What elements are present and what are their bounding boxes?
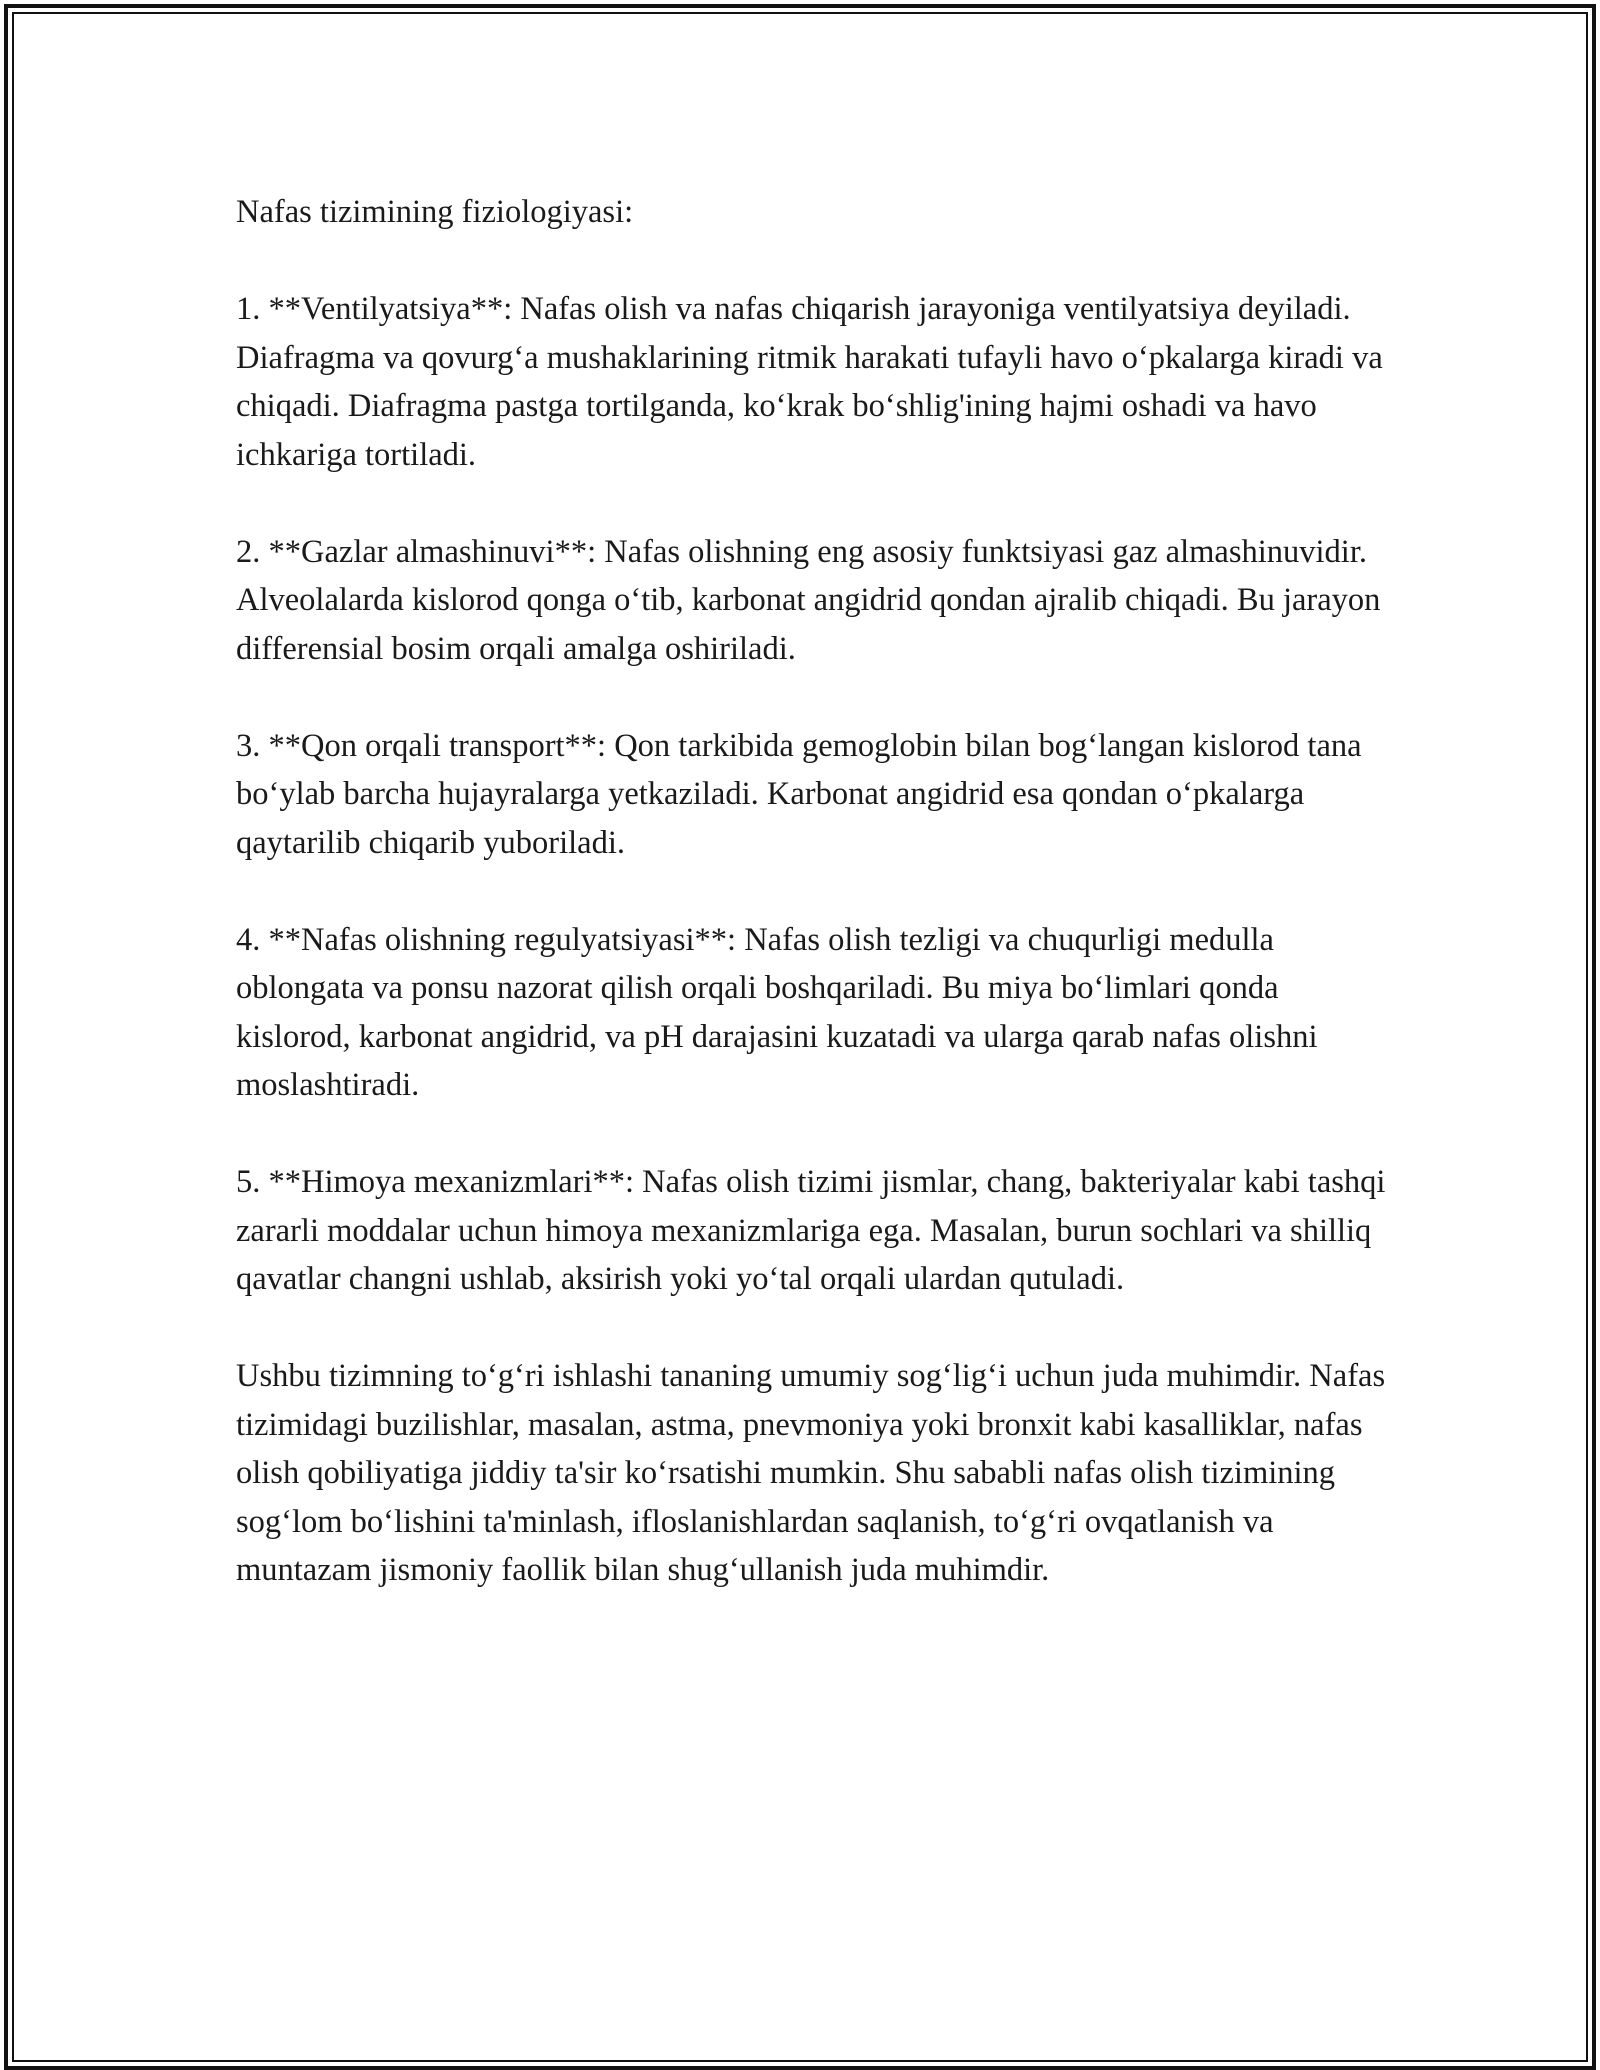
paragraph-spacer [236, 867, 1386, 916]
paragraph-spacer [236, 479, 1386, 528]
paragraph-spacer [236, 1304, 1386, 1353]
document-body [236, 188, 1386, 1595]
section-gas-exchange: 2. **Gazlar almashinuvi**: Nafas olishning eng asosiy funktsiyasi gaz almashinuvidir. Alveolalarda kislorod qonga o‘tib, karbonat angidrid qondan ajralib chiqadi. Bu jarayon differensial bosim orqali amalga oshiriladi. [236, 533, 1381, 667]
section-ventilation: 1. **Ventilyatsiya**: Nafas olish va nafas chiqarish jarayoniga ventilyatsiya deyiladi. Diafragma va qovurg‘a mushaklarining ritmik harakati tufayli havo o‘pkalarga kiradi va chiqadi. Diafragma pastga tortilganda, ko‘krak bo‘shlig'ining hajmi oshadi va havo ichkariga tortiladi. [236, 291, 1383, 473]
section-blood-transport: 3. **Qon orqali transport**: Qon tarkibida gemoglobin bilan bog‘langan kislorod tana bo‘ylab barcha hujayralarga yetkaziladi. Karbonat angidrid esa qondan o‘pkalarga qaytarilib chiqarib yuboriladi. [236, 727, 1362, 861]
paragraph-spacer [236, 237, 1386, 286]
paragraph-spacer [236, 1110, 1386, 1159]
document-title: Nafas tizimining fiziologiyasi: [236, 194, 634, 230]
paragraph-spacer [236, 673, 1386, 722]
conclusion-paragraph: Ushbu tizimning to‘g‘ri ishlashi tananing umumiy sog‘lig‘i uchun juda muhimdir. Nafas tizimidagi buzilishlar, masalan, astma, pnevmoniya yoki bronxit kabi kasalliklar, nafas olish qobiliyatiga jiddiy ta'sir ko‘rsatishi mumkin. Shu sababli nafas olish tizimining sog‘lom bo‘lishini ta'minlash, ifloslanishlardan saqlanish, to‘g‘ri ovqatlanish va muntazam jismoniy faollik bilan shug‘ullanish juda muhimdir. [236, 1358, 1386, 1588]
section-defense: 5. **Himoya mexanizmlari**: Nafas olish tizimi jismlar, chang, bakteriyalar kabi tashqi zararli moddalar uchun himoya mexanizmlariga ega. Masalan, burun sochlari va shilliq qavatlar changni ushlab, aksirish yoki yo‘tal orqali ulardan qutuladi. [236, 1164, 1386, 1297]
section-regulation: 4. **Nafas olishning regulyatsiyasi**: Nafas olish tezligi va chuqurligi medulla oblongata va ponsu nazorat qilish orqali boshqariladi. Bu miya bo‘limlari qonda kislorod, karbonat angidrid, va pH darajasini kuzatadi va ularga qarab nafas olishni moslashtiradi. [236, 921, 1318, 1103]
